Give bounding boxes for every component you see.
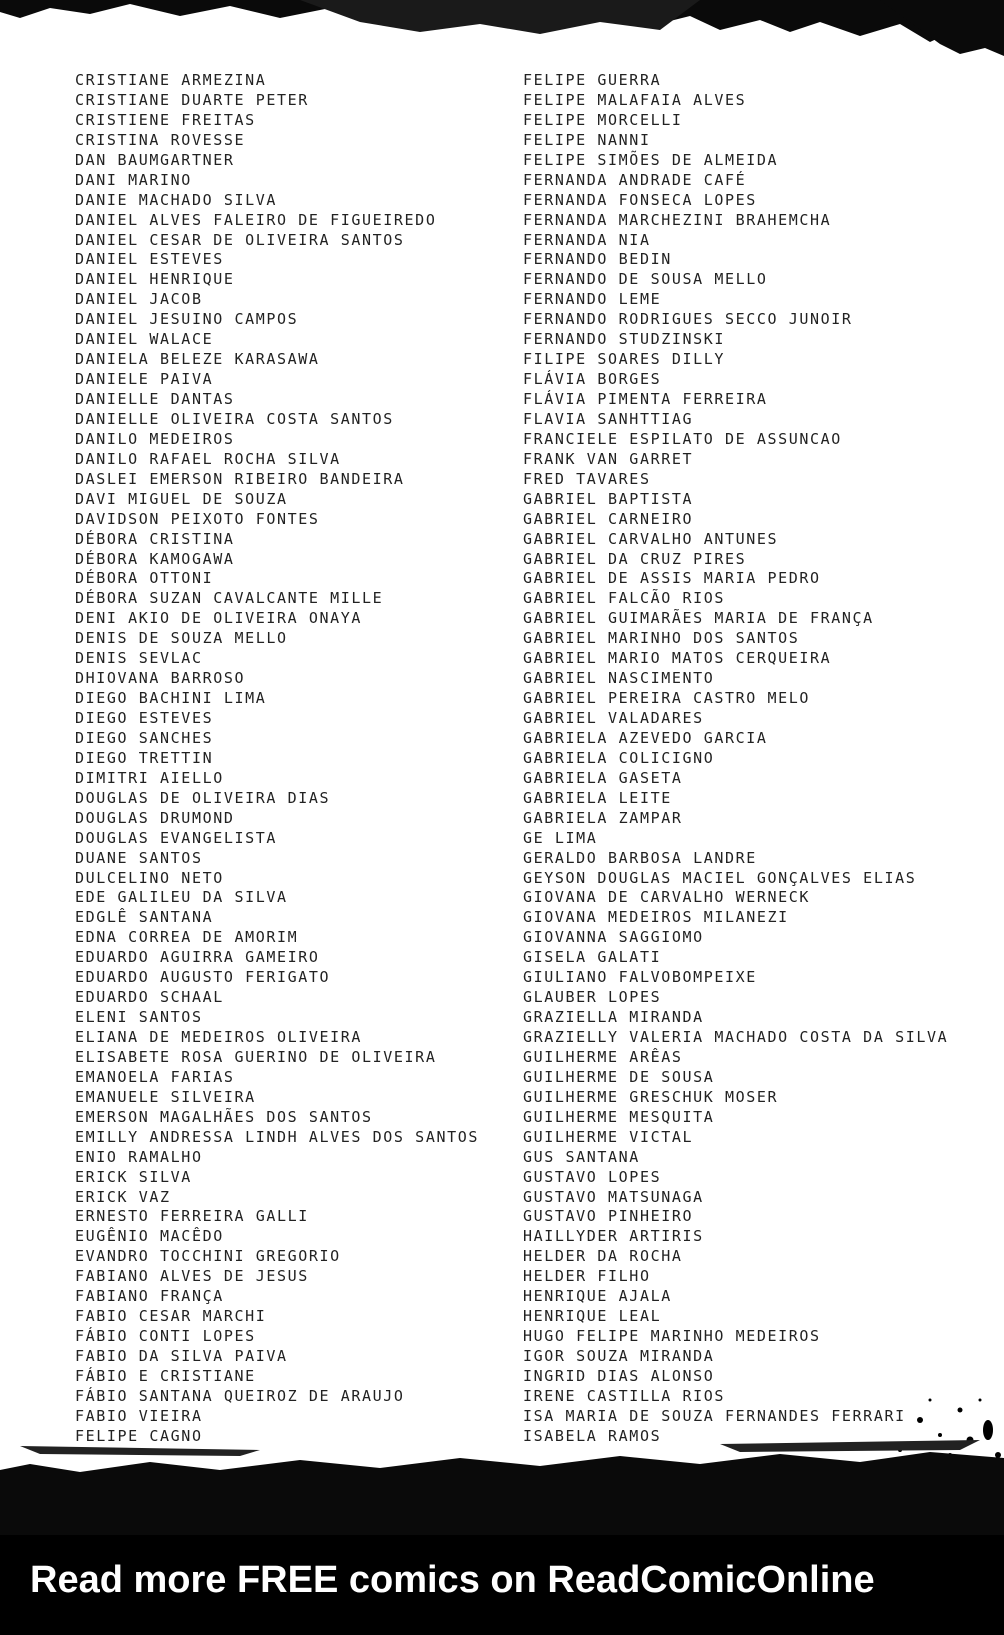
name-entry: GEYSON DOUGLAS MACIEL GONÇALVES ELIAS [523,868,917,887]
name-entry: GUS SANTANA [523,1147,640,1166]
name-entry: ELIANA DE MEDEIROS OLIVEIRA [75,1028,363,1046]
name-entry: EDUARDO SCHAAL [75,988,224,1007]
name-entry: DANILO MEDEIROS [75,429,235,448]
name-entry: DANIELLE OLIVEIRA COSTA SANTOS [75,409,394,428]
name-entry: GABRIEL VALADARES [523,709,704,727]
name-entry: GUILHERME MESQUITA [523,1107,715,1126]
name-entry: GRAZIELLA MIRANDA [523,1008,704,1027]
name-entry: FERNANDA FONSECA LOPES [523,190,757,209]
name-entry: GUILHERME ARÊAS [523,1047,683,1066]
name-entry: FABIO CESAR MARCHI [75,1307,267,1326]
name-entry: DOUGLAS DE OLIVEIRA DIAS [75,788,331,807]
name-entry: IRENE CASTILLA RIOS [523,1386,725,1405]
name-entry: EDUARDO AUGUSTO FERIGATO [75,968,331,987]
name-entry: GABRIEL MARIO MATOS CERQUEIRA [523,649,832,668]
name-entry: GABRIELA COLICIGNO [523,748,715,767]
name-entry: ERNESTO FERREIRA GALLI [75,1207,309,1226]
name-entry: GABRIEL DE ASSIS MARIA PEDRO [523,569,821,588]
name-entry: EVANDRO TOCCHINI GREGORIO [75,1247,341,1266]
name-entry: DAVI MIGUEL DE SOUZA [75,489,288,508]
name-entry: FLÁVIA BORGES [523,370,662,389]
name-entry: GIULIANO FALVOBOMPEIXE [523,968,757,987]
name-entry: DANIEL ESTEVES [75,250,224,269]
name-entry: FERNANDO DE SOUSA MELLO [523,270,768,289]
name-entry: DENIS DE SOUZA MELLO [75,629,288,648]
name-entry: GISELA GALATI [523,948,662,967]
name-entry: FERNANDO LEME [523,290,662,309]
name-entry: GABRIEL MARINHO DOS SANTOS [523,629,800,648]
name-entry: DENIS SEVLAC [75,649,203,668]
name-entry: EUGÊNIO MACÊDO [75,1227,224,1246]
name-entry: FERNANDO STUDZINSKI [523,330,725,349]
name-entry: ISABELA RAMOS [523,1426,662,1445]
name-entry: FELIPE MALAFAIA ALVES [523,90,747,109]
name-entry: CRISTIANE DUARTE PETER [75,90,309,109]
name-entry: HELDER DA ROCHA [523,1247,683,1266]
name-entry: EDGLÊ SANTANA [75,908,214,927]
name-entry: DHIOVANA BARROSO [75,669,246,688]
name-entry: FELIPE SIMÕES DE ALMEIDA [523,150,779,169]
name-entry: FÁBIO CONTI LOPES [75,1327,256,1346]
name-entry: FERNANDA ANDRADE CAFÉ [523,170,747,189]
name-entry: GIOVANNA SAGGIOMO [523,928,704,947]
name-entry: DIEGO ESTEVES [75,709,214,727]
name-entry: GABRIELA AZEVEDO GARCIA [523,728,768,747]
name-entry: ISA MARIA DE SOUZA FERNANDES FERRARI [523,1406,906,1425]
bottom-brush-stroke [0,1440,1004,1550]
name-entry: FELIPE MORCELLI [523,110,683,129]
name-entry: HAILLYDER ARTIRIS [523,1227,704,1246]
name-entry: DULCELINO NETO [75,868,224,887]
name-entry: GABRIEL FALCÃO RIOS [523,589,725,608]
name-entry: GUSTAVO MATSUNAGA [523,1187,704,1206]
name-entry: GIOVANA MEDEIROS MILANEZI [523,908,789,927]
name-entry: ERICK SILVA [75,1167,192,1186]
footer-promo-text: Read more FREE comics on ReadComicOnline [30,1559,875,1601]
name-entry: DOUGLAS DRUMOND [75,808,235,827]
name-entry: EDNA CORREA DE AMORIM [75,928,299,947]
name-entry: GE LIMA [523,828,598,847]
name-entry: GERALDO BARBOSA LANDRE [523,848,757,867]
name-entry: DENI AKIO DE OLIVEIRA ONAYA [75,609,363,628]
name-entry: HENRIQUE AJALA [523,1287,672,1306]
name-entry: DANIEL HENRIQUE [75,270,235,289]
name-entry: FABIO VIEIRA [75,1406,203,1425]
name-entry: GABRIEL PEREIRA CASTRO MELO [523,689,811,708]
name-entry: EDE GALILEU DA SILVA [75,888,288,907]
name-entry: GUILHERME DE SOUSA [523,1067,715,1086]
name-entry: FÁBIO SANTANA QUEIROZ DE ARAUJO [75,1386,405,1405]
name-entry: FERNANDA MARCHEZINI BRAHEMCHA [523,210,832,229]
name-entry: GUSTAVO PINHEIRO [523,1207,694,1226]
name-entry: HELDER FILHO [523,1267,651,1286]
name-entry: CRISTINA ROVESSE [75,130,246,149]
name-entry: DÉBORA OTTONI [75,569,214,588]
name-entry: DIEGO SANCHES [75,728,214,747]
name-entry: DANIEL JESUINO CAMPOS [75,310,299,329]
name-entry: GABRIELA ZAMPAR [523,808,683,827]
name-entry: GRAZIELLY VALERIA MACHADO COSTA DA SILVA [523,1028,949,1046]
name-entry: EMERSON MAGALHÃES DOS SANTOS [75,1107,373,1126]
name-entry: DANILO RAFAEL ROCHA SILVA [75,449,341,468]
name-entry: DANI MARINO [75,170,192,189]
name-entry: DANIEL JACOB [75,290,203,309]
name-entry: DIEGO TRETTIN [75,748,214,767]
name-entry: HUGO FELIPE MARINHO MEDEIROS [523,1327,821,1346]
name-entry: FABIANO ALVES DE JESUS [75,1267,309,1286]
name-entry: GABRIEL CARNEIRO [523,509,694,528]
name-entry: ELENI SANTOS [75,1008,203,1027]
name-entry: DANIEL ALVES FALEIRO DE FIGUEIREDO [75,210,437,229]
name-entry: FERNANDA NIA [523,230,651,249]
name-entry: FELIPE NANNI [523,130,651,149]
name-entry: DANIEL CESAR DE OLIVEIRA SANTOS [75,230,405,249]
name-entry: DÉBORA SUZAN CAVALCANTE MILLE [75,589,384,608]
name-entry: FRANK VAN GARRET [523,449,694,468]
name-entry: ERICK VAZ [75,1187,171,1206]
top-brush-stroke [0,0,1004,60]
name-entry: DANIE MACHADO SILVA [75,190,277,209]
name-entry: FILIPE SOARES DILLY [523,350,725,369]
name-entry: GABRIELA GASETA [523,768,683,787]
name-entry: ELISABETE ROSA GUERINO DE OLIVEIRA [75,1047,437,1066]
name-entry: FLAVIA SANHTTIAG [523,409,694,428]
name-entry: FELIPE CAGNO [75,1426,203,1445]
name-entry: FRANCIELE ESPILATO DE ASSUNCAO [523,429,842,448]
name-entry: DÉBORA CRISTINA [75,529,235,548]
name-entry: DAVIDSON PEIXOTO FONTES [75,509,320,528]
names-column-right [523,71,948,1447]
name-entry: GABRIEL GUIMARÃES MARIA DE FRANÇA [523,609,874,628]
name-entry: GLAUBER LOPES [523,988,662,1007]
name-entry: ENIO RAMALHO [75,1147,203,1166]
name-entry: DANIELA BELEZE KARASAWA [75,350,320,369]
name-entry: FABIO DA SILVA PAIVA [75,1347,288,1365]
name-entry: GIOVANA DE CARVALHO WERNECK [523,888,811,907]
name-entry: GABRIEL BAPTISTA [523,489,694,508]
name-entry: GUILHERME VICTAL [523,1127,694,1146]
name-entry: CRISTIENE FREITAS [75,110,256,129]
name-entry: FERNANDO BEDIN [523,250,672,269]
name-entry: GABRIEL NASCIMENTO [523,669,715,688]
name-entry: EMILLY ANDRESSA LINDH ALVES DOS SANTOS [75,1127,479,1146]
name-entry: DASLEI EMERSON RIBEIRO BANDEIRA [75,469,405,488]
name-entry: FELIPE GUERRA [523,71,662,89]
name-entry: FRED TAVARES [523,469,651,488]
name-entry: GABRIEL DA CRUZ PIRES [523,549,747,568]
name-entry: CRISTIANE ARMEZINA [75,71,267,89]
name-entry: DAN BAUMGARTNER [75,150,235,169]
name-entry: GUILHERME GRESCHUK MOSER [523,1087,779,1106]
name-entry: GABRIEL CARVALHO ANTUNES [523,529,779,548]
name-entry: INGRID DIAS ALONSO [523,1366,715,1385]
name-entry: DOUGLAS EVANGELISTA [75,828,277,847]
name-entry: DANIEL WALACE [75,330,214,349]
names-column-left [75,71,479,1447]
name-entry: GUSTAVO LOPES [523,1167,662,1186]
name-entry: FLÁVIA PIMENTA FERREIRA [523,390,768,408]
name-entry: DANIELE PAIVA [75,370,214,389]
name-entry: DÉBORA KAMOGAWA [75,549,235,568]
name-entry: GABRIELA LEITE [523,788,672,807]
name-entry: EMANOELA FARIAS [75,1067,235,1086]
name-entry: DIEGO BACHINI LIMA [75,689,267,708]
name-entry: DANIELLE DANTAS [75,390,235,408]
name-entry: HENRIQUE LEAL [523,1307,662,1326]
name-entry: DIMITRI AIELLO [75,768,224,787]
name-entry: FÁBIO E CRISTIANE [75,1366,256,1385]
name-entry: FERNANDO RODRIGUES SECCO JUNOIR [523,310,853,329]
name-entry: IGOR SOUZA MIRANDA [523,1347,715,1365]
name-entry: EMANUELE SILVEIRA [75,1087,256,1106]
name-entry: DUANE SANTOS [75,848,203,867]
name-entry: FABIANO FRANÇA [75,1287,224,1306]
name-entry: EDUARDO AGUIRRA GAMEIRO [75,948,320,967]
